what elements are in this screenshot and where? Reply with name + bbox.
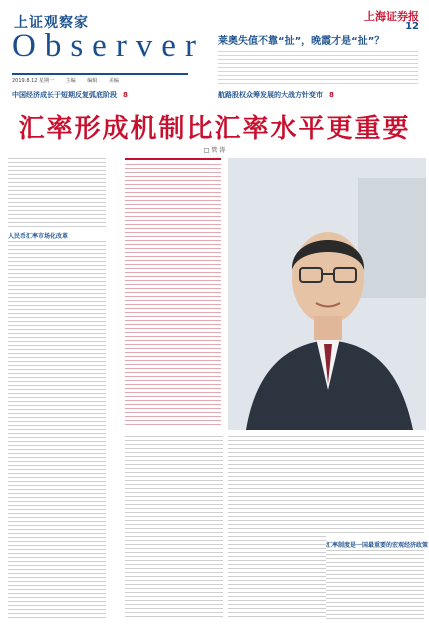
designer-label: 美编 (108, 78, 119, 84)
contents-item-title: 航路股权众筹发展的大战方针变市 (218, 91, 323, 99)
article-paragraph (326, 550, 424, 619)
page-number: 12 (405, 21, 419, 32)
contents-item-page: 8 (329, 91, 334, 99)
pull-quote (125, 158, 221, 430)
contents-item[interactable] (218, 90, 334, 100)
article-paragraph (326, 436, 424, 536)
brand-rule (12, 73, 188, 75)
article-byline: □ 管 涛 (203, 147, 226, 154)
teaser-text (218, 51, 418, 87)
article-paragraph (228, 436, 326, 619)
article-title: 汇率形成机制比汇率水平更重要 (18, 114, 411, 144)
teaser-block[interactable] (218, 35, 418, 87)
editor-label: 编辑 (87, 78, 98, 84)
article-text-column (8, 241, 106, 619)
pull-quote-rule (125, 158, 221, 160)
article-text-column (125, 436, 223, 619)
article-text-column (8, 158, 106, 228)
column-brand-cn: 上证观察家 (14, 15, 89, 31)
contents-item-page: 8 (123, 91, 128, 99)
contents-item-title: 中国经济成长于短期反复弧底阶段 (12, 91, 117, 99)
contents-strip (0, 86, 429, 102)
article-subhead: 汇率制度是一国最重要的宏观经济政策 (326, 542, 429, 549)
column-brand-en: Observer (12, 28, 205, 64)
pull-quote-text (125, 164, 221, 426)
article-paragraph (8, 241, 106, 619)
issue-date: 2019.8.12 星期一 (12, 78, 55, 84)
teaser-headline[interactable]: 莱奥失值不靠“扯”，晚霞才是“扯”？ (218, 36, 385, 47)
article-paragraph (125, 436, 223, 619)
page-header (0, 0, 429, 103)
author-photo (228, 158, 426, 430)
contents-item[interactable] (12, 90, 128, 100)
article-paragraph (8, 158, 106, 228)
article-text-column (326, 436, 424, 536)
author-portrait-illustration (228, 158, 426, 430)
article-text-column (228, 436, 326, 619)
article-text-column (326, 550, 424, 619)
article-subhead: 人民币汇率市场化改革 (8, 233, 69, 240)
newspaper-logo: 上海证券报 (364, 10, 419, 23)
chief-editor-label: 主编 (65, 78, 76, 84)
